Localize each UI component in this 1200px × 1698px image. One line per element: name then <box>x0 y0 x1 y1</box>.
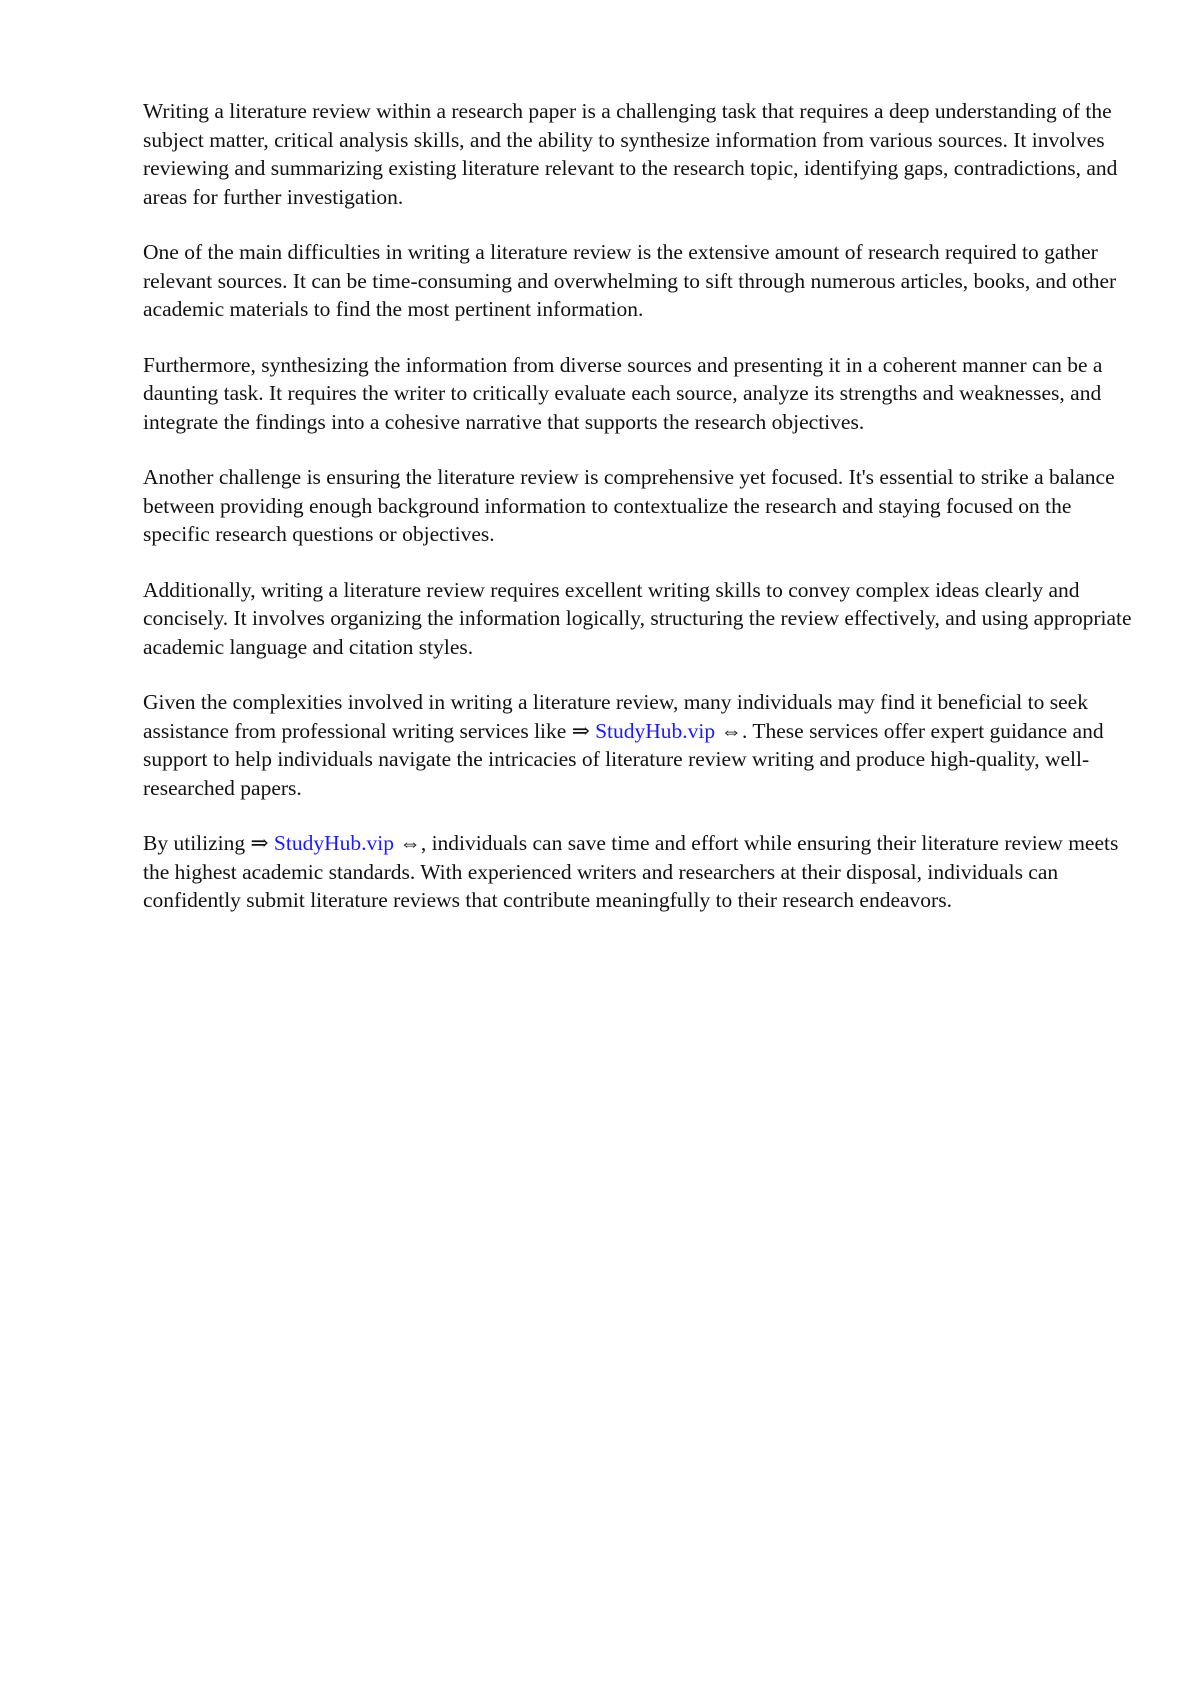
paragraph-intro: Writing a literature review within a research paper is a challenging task that requires a deep understanding of the subject matter, critical analysis skills, and the ability to synthesize information from various sources. It involves reviewing and summarizing existing literature relevant to the research topic, identifying gaps, contradictions, and areas for further investigation. <box>143 99 1118 209</box>
paragraph-assistance-text-after: ⇔. These services offer expert guidance and support to help individuals navigate the intricacies of literature review writing and produce high-quality, well-researched papers. <box>143 718 1104 800</box>
studyhub-link[interactable]: StudyHub.vip <box>273 831 394 855</box>
studyhub-link[interactable]: StudyHub.vip <box>595 718 716 743</box>
paragraph-utilizing <box>143 829 1133 915</box>
paragraph-utilizing-text-before: By utilizing ⇒ <box>143 831 274 855</box>
paragraph-assistance <box>143 688 1133 802</box>
document-body <box>143 97 1133 942</box>
paragraph-synthesizing: Furthermore, synthesizing the information from diverse sources and presenting it in a coherent manner can be a daunting task. It requires the writer to critically evaluate each source, analyze its strengths and weaknesses, and integrate the findings into a cohesive narrative that supports the research objectives. <box>143 352 1103 434</box>
paragraph-difficulties: One of the main difficulties in writing a literature review is the extensive amount of research required to gather relevant sources. It can be time-consuming and overwhelming to sift through numerous articles, books, and other academic materials to find the most pertinent information. <box>143 240 1117 321</box>
paragraph-utilizing-text-after: ⇔, individuals can save time and effort while ensuring their literature review meets the highest academic standards. With experienced writers and researchers at their disposal, individuals can confidently submit literature reviews that contribute meaningfully to their research endeavors. <box>143 831 1119 912</box>
paragraph-writing-skills: Additionally, writing a literature review requires excellent writing skills to convey complex ideas clearly and concisely. It involves organizing the information logically, structuring the review effectively, and using appropriate academic language and citation styles. <box>143 577 1132 659</box>
paragraph-comprehensive: Another challenge is ensuring the literature review is comprehensive yet focused. It's essential to strike a balance between providing enough background information to contextualize the research and staying focused on the specific research questions or objectives. <box>143 465 1115 546</box>
paragraph-assistance-text-before: Given the complexities involved in writing a literature review, many individuals may find it beneficial to seek assistance from professional writing services like ⇒ <box>143 690 1088 743</box>
